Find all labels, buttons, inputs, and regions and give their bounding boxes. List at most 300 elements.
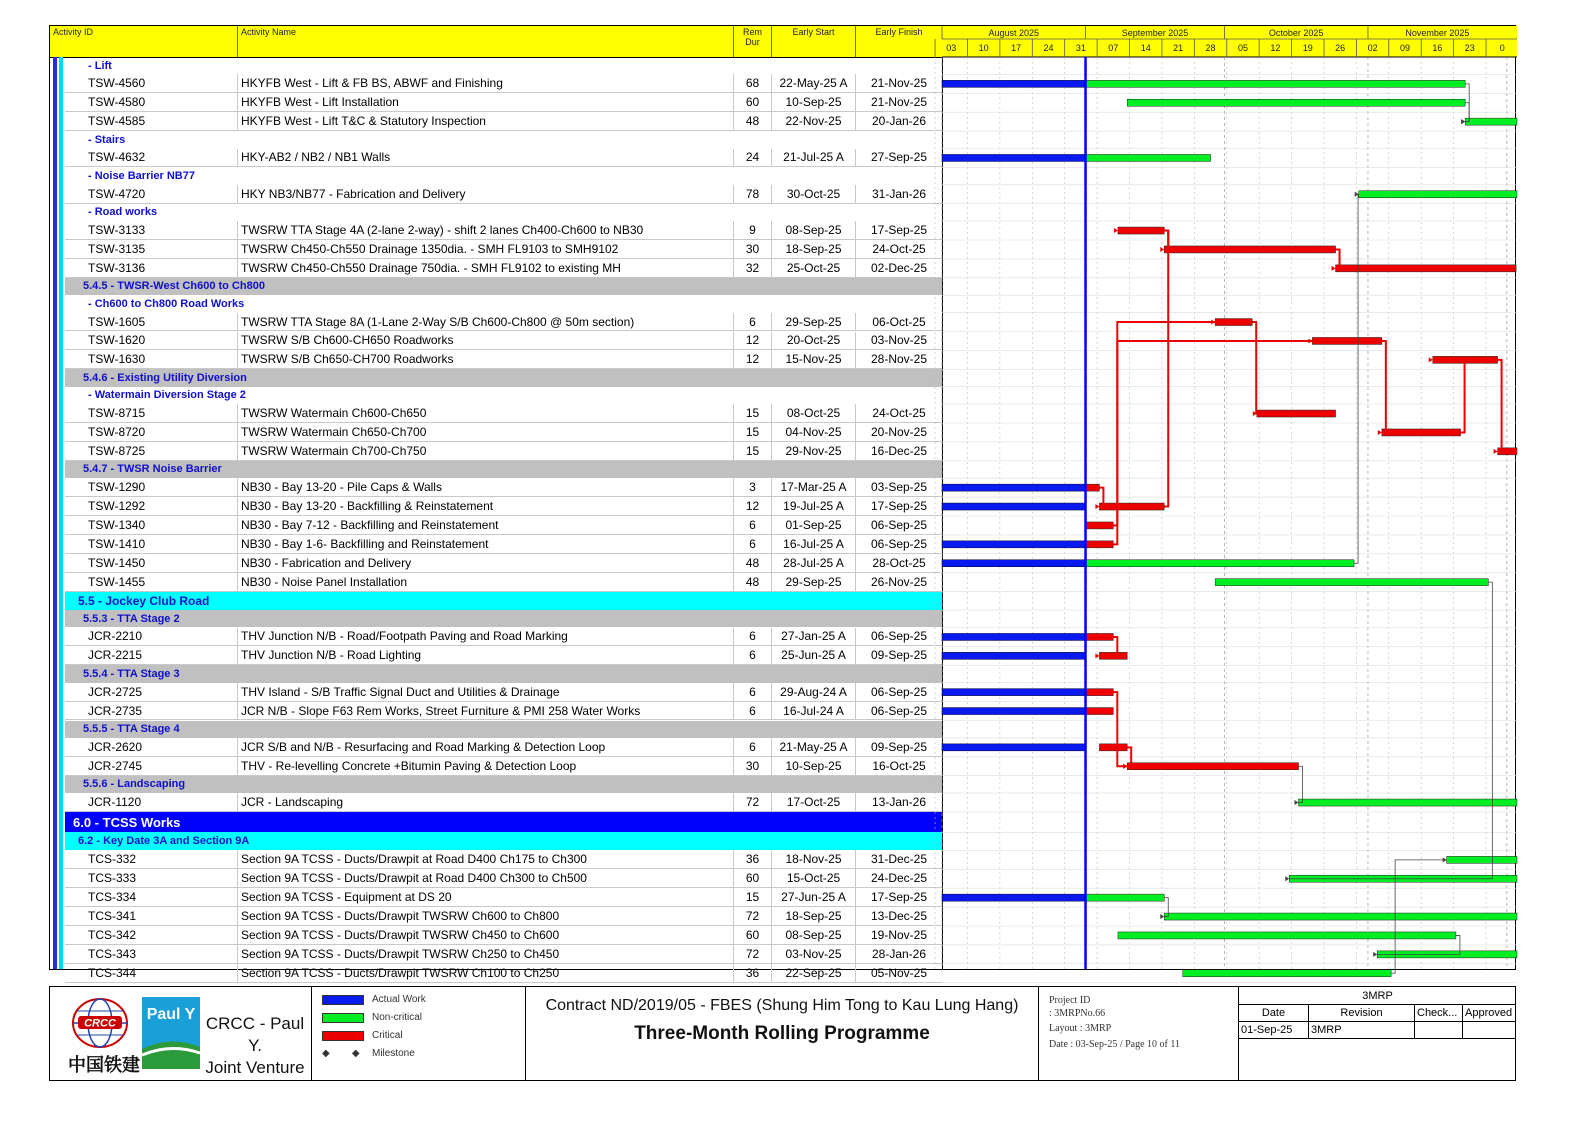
table-row[interactable]	[65, 869, 942, 888]
group-label: - Road works	[88, 206, 158, 219]
link-tsw-1410-tsw-1620	[1113, 341, 1312, 544]
activity-name: TWSRW S/B Ch650-CH700 Roadworks	[238, 350, 734, 368]
table-row[interactable]	[65, 926, 942, 945]
activity-name: NB30 - Bay 7-12 - Backfilling and Reinstatement	[238, 516, 734, 534]
rem-dur: 60	[734, 93, 772, 111]
week-label: 21	[1173, 43, 1184, 53]
activity-id: TSW-8725	[88, 442, 238, 460]
bar-actual-tsw-4632	[942, 154, 1086, 161]
logo-block	[50, 987, 312, 1080]
rem-dur: 6	[734, 535, 772, 553]
week-label: 09	[1399, 43, 1411, 53]
project-id: : 3MRPNo.66	[1049, 1008, 1106, 1019]
activity-name: Section 9A TCSS - Equipment at DS 20	[238, 888, 734, 906]
group-header[interactable]	[65, 592, 942, 611]
early-finish: 05-Nov-25	[870, 965, 928, 980]
joint-venture-name	[200, 1013, 310, 1079]
early-start: 18-Sep-25	[772, 907, 856, 925]
early-finish: 06-Sep-25	[870, 684, 928, 699]
activity-id: TSW-3133	[88, 221, 238, 239]
early-start: 18-Sep-25	[772, 240, 856, 258]
early-finish: 24-Oct-25	[872, 406, 926, 421]
link-jcr-2725-jcr-2745	[1113, 692, 1127, 766]
early-finish: 27-Sep-25	[870, 150, 928, 165]
col-activity-id[interactable]: Activity ID	[50, 26, 238, 57]
activity-id: TSW-1340	[88, 516, 238, 534]
bar-critical-tsw-1340	[1086, 522, 1114, 529]
activity-id: TSW-4560	[88, 74, 238, 92]
activity-name: NB30 - Fabrication and Delivery	[238, 554, 734, 572]
activity-id: TSW-1455	[88, 573, 238, 591]
month-label: November 2025	[1405, 28, 1470, 38]
bar-critical-tsw-3136	[1336, 265, 1517, 272]
early-start: 25-Jun-25 A	[772, 646, 856, 664]
activity-id: TCS-342	[88, 926, 238, 944]
early-start: 16-Jul-25 A	[772, 535, 856, 553]
crcc-chinese-name: 中国铁建	[68, 1055, 140, 1076]
link-tsw-1455-tcs-333	[1289, 582, 1492, 879]
early-start: 17-Mar-25 A	[772, 478, 856, 496]
activity-name: JCR N/B - Slope F63 Rem Works, Street Furniture & PMI 258 Water Works	[238, 702, 734, 720]
early-finish: 09-Sep-25	[870, 648, 928, 663]
group-label: - Ch600 to Ch800 Road Works	[88, 297, 245, 310]
week-label: 19	[1302, 43, 1313, 53]
early-start: 21-Jul-25 A	[772, 149, 856, 167]
activity-id: TCS-344	[88, 964, 238, 982]
bar-actual-jcr-2735	[942, 708, 1086, 715]
svg-text:CRCC: CRCC	[84, 1017, 116, 1030]
table-row[interactable]	[65, 240, 942, 259]
bar-noncritical-tsw-4585	[1465, 118, 1517, 125]
activity-name: HKYFB West - Lift T&C & Statutory Inspection	[238, 112, 734, 130]
early-start: 10-Sep-25	[772, 93, 856, 111]
group-header[interactable]	[50, 131, 942, 148]
legend-critical-label: Critical	[372, 1030, 403, 1041]
group-header[interactable]	[65, 610, 942, 627]
activity-id: TSW-1290	[88, 478, 238, 496]
table-row[interactable]	[65, 888, 942, 907]
table-row[interactable]	[65, 74, 942, 93]
early-finish: 19-Nov-25	[870, 927, 928, 942]
group-label: 5.5.3 - TTA Stage 2	[83, 612, 180, 625]
rev-header-date: Date	[1239, 1005, 1309, 1022]
table-row[interactable]	[65, 945, 942, 964]
week-label: 14	[1140, 43, 1151, 53]
contract-title: Contract ND/2019/05 - FBES (Shung Him Tong to Kau Lung Hang)	[545, 997, 1019, 1014]
early-finish: 06-Sep-25	[870, 703, 928, 718]
activity-id: TSW-3136	[88, 259, 238, 277]
table-row[interactable]	[65, 757, 942, 776]
early-finish: 06-Oct-25	[872, 314, 926, 329]
group-header[interactable]	[50, 204, 942, 221]
week-label: 26	[1335, 43, 1346, 53]
bar-actual-tsw-1292	[942, 503, 1086, 510]
week-label: 07	[1108, 43, 1119, 53]
rem-dur: 15	[734, 888, 772, 906]
rem-dur: 3	[734, 478, 772, 496]
table-row[interactable]	[65, 628, 942, 647]
early-finish: 02-Dec-25	[870, 260, 928, 275]
activity-id: TSW-4585	[88, 112, 238, 130]
early-start: 08-Sep-25	[772, 926, 856, 944]
early-start: 29-Aug-24 A	[772, 683, 856, 701]
jv-line-1: CRCC - Paul Y.	[205, 1014, 305, 1055]
activity-id: JCR-2725	[88, 683, 238, 701]
col-early-finish[interactable]: Early Finish	[875, 27, 923, 37]
activity-name: Section 9A TCSS - Ducts/Drawpit TWSRW Ch450 to Ch600	[238, 926, 734, 944]
bar-actual-tcs-334	[942, 894, 1086, 901]
group-label: 5.5.6 - Landscaping	[83, 778, 186, 791]
activity-id: TSW-3135	[88, 240, 238, 258]
milestone-diamond-icon: ◆ ◆	[322, 1048, 360, 1059]
table-row[interactable]	[65, 738, 942, 757]
early-start: 22-Nov-25	[772, 112, 856, 130]
bar-critical-tsw-1410	[1086, 541, 1114, 548]
early-finish: 31-Jan-26	[871, 186, 927, 201]
bar-noncritical-tcs-334	[1086, 894, 1165, 901]
early-finish: 09-Sep-25	[870, 739, 928, 754]
rem-dur: 72	[734, 793, 772, 811]
early-start: 10-Sep-25	[772, 757, 856, 775]
early-finish: 28-Nov-25	[870, 352, 928, 367]
group-label: - Noise Barrier NB77	[88, 170, 195, 183]
rev-header-revision: Revision	[1309, 1005, 1415, 1022]
rem-dur: 6	[734, 516, 772, 534]
bar-critical-tsw-1290	[1086, 484, 1100, 491]
table-row[interactable]	[65, 112, 942, 131]
activity-name: THV Junction N/B - Road Lighting	[238, 646, 734, 664]
group-label: - Stairs	[88, 133, 126, 146]
bar-actual-tsw-4560	[942, 80, 1086, 87]
bar-noncritical-tcs-344	[1183, 970, 1391, 977]
group-label: 6.2 - Key Date 3A and Section 9A	[78, 835, 250, 848]
early-finish: 03-Sep-25	[870, 480, 928, 495]
activity-id: TSW-4632	[88, 149, 238, 167]
activity-id: JCR-2215	[88, 646, 238, 664]
legend-noncritical-swatch	[322, 1013, 364, 1023]
group-label: 5.5 - Jockey Club Road	[78, 593, 210, 608]
bar-actual-jcr-2620	[942, 744, 1086, 751]
rem-dur: 48	[734, 573, 772, 591]
early-finish: 24-Dec-25	[870, 871, 928, 886]
group-header[interactable]	[50, 167, 942, 184]
early-start: 27-Jun-25 A	[772, 888, 856, 906]
activity-name: NB30 - Bay 1-6- Backfilling and Reinstatement	[238, 535, 734, 553]
link-arrow-icon	[1494, 449, 1498, 454]
link-tsw-1605-tsw-8715	[1252, 322, 1257, 414]
rem-dur: 30	[734, 757, 772, 775]
rem-dur: 6	[734, 683, 772, 701]
activity-name: Section 9A TCSS - Ducts/Drawpit TWSRW Ch250 to Ch450	[238, 945, 734, 963]
table-row[interactable]	[65, 93, 942, 112]
col-early-start[interactable]: Early Start	[772, 26, 856, 57]
activity-table	[50, 26, 943, 980]
rev-checked	[1415, 1022, 1463, 1039]
link-arrow-icon	[1211, 320, 1215, 325]
early-finish: 06-Sep-25	[870, 629, 928, 644]
early-finish: 17-Sep-25	[870, 890, 928, 905]
week-label: 10	[978, 43, 989, 53]
legend-critical-swatch	[322, 1031, 364, 1041]
activity-name: HKYFB West - Lift Installation	[238, 93, 734, 111]
rem-dur: 6	[734, 628, 772, 646]
early-finish: 21-Nov-25	[870, 76, 928, 91]
early-finish: 28-Jan-26	[871, 946, 927, 961]
table-row[interactable]	[65, 850, 942, 869]
group-header[interactable]	[65, 832, 942, 850]
activity-name: TWSRW Ch450-Ch550 Drainage 750dia. - SMH FL9102 to existing MH	[238, 259, 734, 277]
bar-noncritical-tsw-4632	[1086, 154, 1211, 161]
activity-id: TSW-1630	[88, 350, 238, 368]
early-start: 17-Oct-25	[772, 793, 856, 811]
rev-approved	[1463, 1022, 1516, 1039]
early-finish: 20-Nov-25	[870, 424, 928, 439]
table-row[interactable]	[65, 964, 942, 983]
early-start: 30-Oct-25	[772, 185, 856, 203]
bar-actual-jcr-2725	[942, 689, 1086, 696]
group-header[interactable]	[50, 57, 942, 74]
rev-header-approved: Approved	[1463, 1005, 1516, 1022]
bar-noncritical-tsw-1450	[1086, 560, 1355, 567]
link-arrow-icon	[1160, 914, 1164, 919]
rem-dur: 60	[734, 926, 772, 944]
group-label: 5.5.5 - TTA Stage 4	[83, 723, 180, 736]
early-start: 29-Sep-25	[772, 313, 856, 331]
early-finish: 13-Dec-25	[870, 909, 928, 924]
group-label: - Lift	[88, 59, 112, 72]
group-label: 5.4.6 - Existing Utility Diversion	[83, 371, 247, 384]
svg-text:Paul Y: Paul Y	[146, 1006, 196, 1023]
rem-dur: 6	[734, 313, 772, 331]
link-tsw-1292-tsw-3133	[1118, 231, 1168, 507]
early-start: 18-Nov-25	[772, 850, 856, 868]
bar-critical-jcr-2735	[1086, 708, 1114, 715]
link-arrow-icon	[1095, 653, 1099, 658]
week-label: 02	[1367, 43, 1378, 53]
link-arrow-icon	[1285, 876, 1289, 881]
activity-id: TSW-4720	[88, 185, 238, 203]
early-start: 03-Nov-25	[772, 945, 856, 963]
early-start: 16-Jul-24 A	[772, 702, 856, 720]
activity-id: TSW-1620	[88, 332, 238, 350]
bar-critical-tsw-1292	[1099, 503, 1164, 510]
activity-id: JCR-2735	[88, 702, 238, 720]
rem-dur: 30	[734, 240, 772, 258]
rem-dur: 6	[734, 738, 772, 756]
table-row[interactable]	[65, 478, 942, 497]
activity-name: TWSRW S/B Ch600-CH650 Roadworks	[238, 332, 734, 350]
group-header[interactable]	[65, 665, 942, 682]
group-label: 6.0 - TCSS Works	[73, 814, 181, 830]
group-header[interactable]	[65, 461, 942, 478]
bar-critical-tsw-1605	[1215, 319, 1252, 326]
table-row[interactable]	[65, 423, 942, 442]
table-row[interactable]	[65, 683, 942, 702]
activity-name: HKY NB3/NB77 - Fabrication and Delivery	[238, 185, 734, 203]
early-start: 29-Sep-25	[772, 573, 856, 591]
activity-name: TWSRW Ch450-Ch550 Drainage 1350dia. - SMH FL9103 to SMH9102	[238, 240, 734, 258]
early-start: 01-Sep-25	[772, 516, 856, 534]
table-row[interactable]	[65, 221, 942, 240]
bar-noncritical-tsw-4560	[1086, 80, 1466, 87]
early-start: 22-Sep-25	[772, 964, 856, 982]
group-header[interactable]	[65, 721, 942, 738]
rem-dur: 68	[734, 74, 772, 92]
project-id-label: Project ID	[1049, 995, 1091, 1006]
early-start: 28-Jul-25 A	[772, 554, 856, 572]
early-finish: 31-Dec-25	[870, 852, 928, 867]
group-header[interactable]	[65, 776, 942, 793]
table-row[interactable]	[65, 646, 942, 665]
bar-noncritical-tcs-342	[1118, 932, 1456, 939]
link-tsw-8720-tsw-1630	[1433, 360, 1465, 433]
early-start: 15-Oct-25	[772, 869, 856, 887]
link-arrow-icon	[1332, 266, 1336, 271]
link-arrow-icon	[1429, 357, 1433, 362]
col-activity-name[interactable]: Activity Name	[238, 26, 734, 57]
activity-name: TWSRW Watermain Ch700-Ch750	[238, 442, 734, 460]
activity-name: Section 9A TCSS - Ducts/Drawpit at Road D400 Ch300 to Ch500	[238, 869, 734, 887]
table-row[interactable]	[65, 554, 942, 573]
rem-dur: 12	[734, 497, 772, 515]
week-label: 16	[1432, 43, 1443, 53]
group-header[interactable]	[50, 295, 942, 312]
bar-critical-tsw-3135	[1164, 246, 1335, 253]
table-row[interactable]	[65, 516, 942, 535]
early-start: 08-Sep-25	[772, 221, 856, 239]
week-label: 05	[1237, 43, 1248, 53]
activity-name: THV - Re-levelling Concrete +Bitumin Paving & Detection Loop	[238, 757, 734, 775]
activity-id: JCR-1120	[88, 793, 238, 811]
activity-id: JCR-2745	[88, 757, 238, 775]
group-header[interactable]	[65, 278, 942, 295]
link-arrow-icon	[1123, 764, 1127, 769]
rem-dur: 48	[734, 112, 772, 130]
activity-name: TWSRW Watermain Ch600-Ch650	[238, 404, 734, 422]
table-row[interactable]	[65, 259, 942, 278]
group-header[interactable]	[65, 369, 942, 386]
bar-actual-jcr-2215	[942, 652, 1086, 659]
activity-name: Section 9A TCSS - Ducts/Drawpit TWSRW Ch100 to Ch250	[238, 964, 734, 982]
activity-id: TSW-8715	[88, 404, 238, 422]
rev-header-checked: Check...	[1415, 1005, 1463, 1022]
week-label: 23	[1464, 43, 1475, 53]
link-jcr-2745-jcr-1120	[1299, 766, 1303, 802]
early-start: 04-Nov-25	[772, 423, 856, 441]
bar-critical-jcr-2725	[1086, 689, 1114, 696]
table-row[interactable]	[65, 535, 942, 554]
table-row[interactable]	[65, 332, 942, 351]
table-row[interactable]	[65, 185, 942, 204]
table-row[interactable]	[65, 313, 942, 332]
bar-critical-tsw-8715	[1257, 410, 1336, 417]
programme-title: Three-Month Rolling Programme	[634, 1023, 930, 1044]
activity-id: TSW-1605	[88, 313, 238, 331]
month-label: October 2025	[1268, 28, 1324, 38]
early-finish: 26-Nov-25	[870, 574, 928, 589]
activity-name: Section 9A TCSS - Ducts/Drawpit TWSRW Ch600 to Ch800	[238, 907, 734, 925]
revision-table	[1239, 987, 1515, 1080]
table-row[interactable]	[65, 497, 942, 516]
activity-id: TCS-333	[88, 869, 238, 887]
activity-name: THV Junction N/B - Road/Footpath Paving and Road Marking	[238, 628, 734, 646]
bar-noncritical-jcr-1120	[1299, 799, 1517, 806]
activity-name: TWSRW Watermain Ch650-Ch700	[238, 423, 734, 441]
group-label: 5.4.5 - TWSR-West Ch600 to Ch800	[83, 280, 265, 293]
legend-actual-swatch	[322, 995, 364, 1005]
activity-name: NB30 - Noise Panel Installation	[238, 573, 734, 591]
link-tsw-1340-tsw-1605	[1113, 322, 1215, 525]
activity-id: TCS-341	[88, 907, 238, 925]
table-row[interactable]	[65, 573, 942, 592]
activity-id: TSW-4580	[88, 93, 238, 111]
activity-id: TCS-343	[88, 945, 238, 963]
group-header[interactable]	[50, 387, 942, 404]
paul-y-logo	[142, 997, 200, 1069]
layout-name: Layout : 3MRP	[1049, 1023, 1112, 1034]
group-header[interactable]	[65, 812, 942, 832]
activity-id: TSW-1450	[88, 554, 238, 572]
bar-noncritical-tsw-4580	[1127, 99, 1465, 106]
rem-dur: 60	[734, 869, 772, 887]
col-rem-dur[interactable]: Rem Dur	[734, 26, 772, 57]
rem-dur: 48	[734, 554, 772, 572]
rem-dur: 6	[734, 702, 772, 720]
rem-dur: 32	[734, 259, 772, 277]
activity-name: HKY-AB2 / NB2 / NB1 Walls	[238, 149, 734, 167]
table-row[interactable]	[65, 350, 942, 369]
activity-id: TCS-334	[88, 888, 238, 906]
table-row[interactable]	[65, 907, 942, 926]
jv-line-2: Joint Venture	[205, 1058, 305, 1077]
activity-name: JCR - Landscaping	[238, 793, 734, 811]
legend-noncritical	[322, 1012, 422, 1023]
legend-critical	[322, 1030, 403, 1041]
footer	[49, 986, 1516, 1081]
crcc-logo	[70, 997, 130, 1049]
link-arrow-icon	[1373, 952, 1377, 957]
activity-name: THV Island - S/B Traffic Signal Duct and Utilities & Drainage	[238, 683, 734, 701]
early-start: 27-Jan-25 A	[772, 628, 856, 646]
table-row[interactable]	[65, 404, 942, 423]
rem-dur: 36	[734, 850, 772, 868]
schedule-frame	[49, 25, 1516, 980]
table-row[interactable]	[65, 442, 942, 461]
early-start: 21-May-25 A	[772, 738, 856, 756]
table-row[interactable]	[65, 793, 942, 812]
activity-id: TSW-1292	[88, 497, 238, 515]
activity-name: TWSRW TTA Stage 8A (1-Lane 2-Way S/B Ch600-Ch800 @ 50m section)	[238, 313, 734, 331]
legend-actual-label: Actual Work	[372, 994, 426, 1005]
rem-dur: 9	[734, 221, 772, 239]
activity-id: TSW-1410	[88, 535, 238, 553]
table-row[interactable]	[65, 149, 942, 168]
bar-noncritical-tcs-341	[1164, 913, 1517, 920]
bar-noncritical-tsw-1455	[1215, 579, 1488, 586]
early-finish: 17-Sep-25	[870, 499, 928, 514]
title-block	[526, 987, 1039, 1080]
table-row[interactable]	[65, 702, 942, 721]
month-label: August 2025	[988, 28, 1040, 38]
gantt-chart	[942, 26, 1517, 969]
early-finish: 16-Oct-25	[872, 758, 926, 773]
activity-name: Section 9A TCSS - Ducts/Drawpit at Road D400 Ch175 to Ch300	[238, 850, 734, 868]
rem-dur: 78	[734, 185, 772, 203]
legend	[312, 987, 526, 1080]
rem-dur: 12	[734, 332, 772, 350]
link-tsw-1630-tsw-8725	[1498, 360, 1502, 452]
early-finish: 28-Oct-25	[872, 555, 926, 570]
